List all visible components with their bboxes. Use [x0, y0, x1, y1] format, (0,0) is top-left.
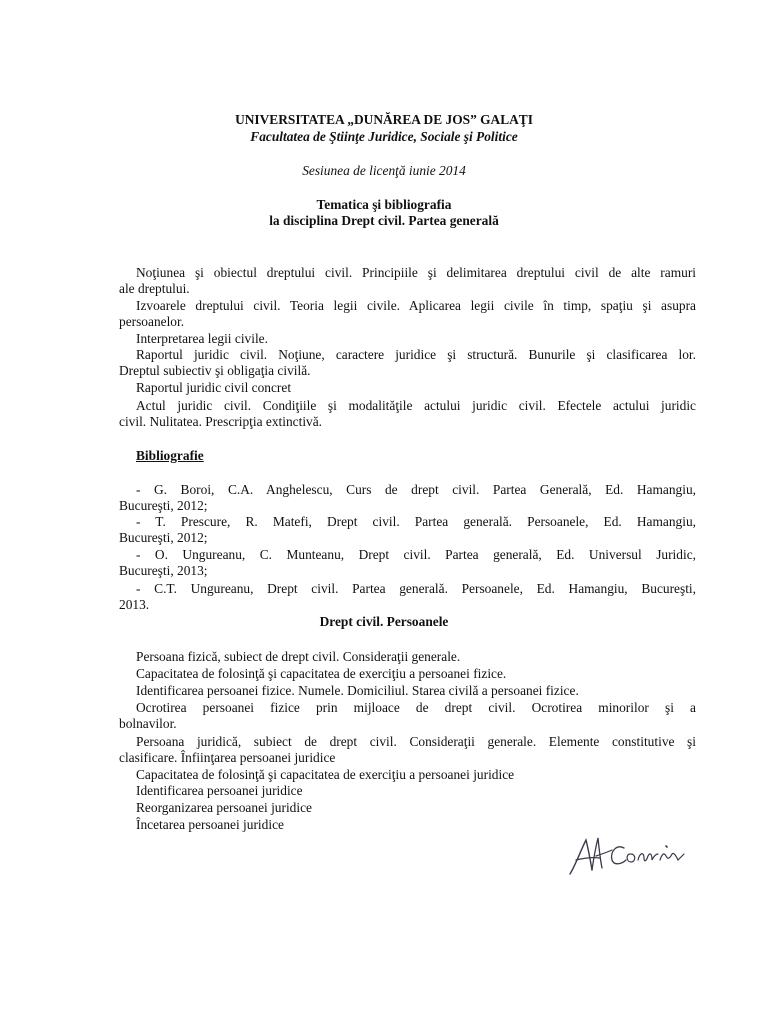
- topic-line: civil. Nulitatea. Prescripţia extinctivă.: [119, 414, 323, 429]
- topic-line: Raportul juridic civil concret: [136, 380, 292, 395]
- persons-topic-line: clasificare. Înfiinţarea persoanei juridice: [119, 750, 336, 765]
- bibliography-item: - T. Prescure, R. Matefi, Drept civil. Partea generală. Persoanele, Ed. Hamangiu,: [136, 514, 696, 529]
- bibliography-item: - C.T. Ungureanu, Drept civil. Partea generală. Persoanele, Ed. Hamangiu, Bucureşti,: [136, 581, 696, 596]
- persons-topic-line: Identificarea persoanei juridice: [136, 783, 303, 798]
- bibliography-item-cont: Bucureşti, 2012;: [119, 498, 208, 513]
- bibliography-item-cont: 2013.: [119, 597, 150, 612]
- persons-topic-line: Capacitatea de folosinţă şi capacitatea de exerciţiu a persoanei fizice.: [136, 666, 507, 681]
- topic-line: Raportul juridic civil. Noţiune, caractere juridice şi structură. Bunurile şi clasificarea lor.: [136, 347, 696, 362]
- session-line: Sesiunea de licenţă iunie 2014: [302, 163, 466, 178]
- topic-line: Actul juridic civil. Condiţiile şi modalităţile actului juridic civil. Efectele actului juridic: [136, 398, 696, 413]
- bibliography-item: - G. Boroi, C.A. Anghelescu, Curs de drept civil. Partea Generală, Ed. Hamangiu,: [136, 482, 696, 497]
- persons-topic-line: Identificarea persoanei fizice. Numele. Domiciliul. Starea civilă a persoanei fizice.: [136, 683, 579, 698]
- persons-topic-line: Capacitatea de folosinţă şi capacitatea de exerciţiu a persoanei juridice: [136, 767, 515, 782]
- persons-topic-line: bolnavilor.: [119, 716, 177, 731]
- signature-image: [566, 830, 686, 878]
- topic-line: ale dreptului.: [119, 281, 190, 296]
- bibliography-item-cont: Bucureşti, 2013;: [119, 563, 208, 578]
- bibliography-item-cont: Bucureşti, 2012;: [119, 530, 208, 545]
- bibliography-heading: Bibliografie: [136, 448, 204, 463]
- topic-line: Dreptul subiectiv şi obligaţia civilă.: [119, 363, 311, 378]
- bibliography-item: - O. Ungureanu, C. Munteanu, Drept civil. Partea generală, Ed. Universul Juridic,: [136, 547, 696, 562]
- faculty-name: Facultatea de Ştiinţe Juridice, Sociale şi Politice: [250, 129, 518, 144]
- topic-title-line2: la disciplina Drept civil. Partea generală: [269, 213, 499, 228]
- topic-line: persoanelor.: [119, 314, 185, 329]
- topic-title-line1: Tematica şi bibliografia: [316, 197, 452, 212]
- topic-line: Izvoarele dreptului civil. Teoria legii civile. Aplicarea legii civile în timp, spaţiu şi asupra: [136, 298, 696, 313]
- persons-topic-line: Persoana fizică, subiect de drept civil. Consideraţii generale.: [136, 649, 461, 664]
- persons-topic-line: Reorganizarea persoanei juridice: [136, 800, 312, 815]
- persons-topic-line: Ocrotirea persoanei fizice prin mijloace de drept civil. Ocrotirea minorilor şi a: [136, 700, 696, 715]
- section-title-persoanele: Drept civil. Persoanele: [319, 614, 449, 629]
- persons-topic-line: Încetarea persoanei juridice: [136, 817, 284, 832]
- topic-line: Noţiunea şi obiectul dreptului civil. Principiile şi delimitarea dreptului civil de alte ramuri: [136, 265, 696, 280]
- topic-line: Interpretarea legii civile.: [136, 331, 268, 346]
- university-title: UNIVERSITATEA „DUNĂREA DE JOS” GALAŢI: [235, 112, 533, 127]
- persons-topic-line: Persoana juridică, subiect de drept civil. Consideraţii generale. Elemente constitutive şi: [136, 734, 696, 749]
